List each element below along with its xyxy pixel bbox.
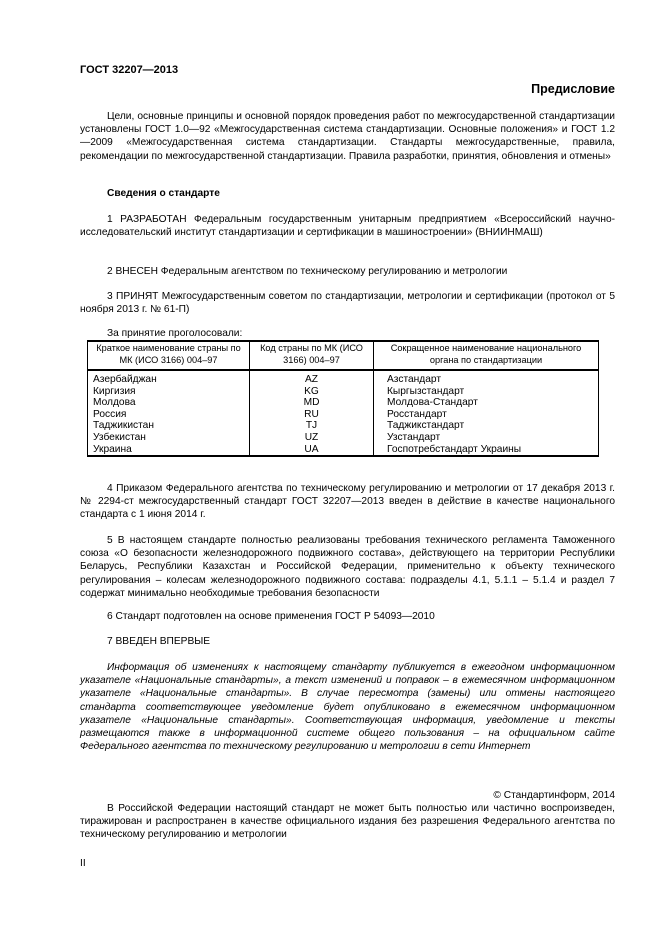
row-code: RU <box>250 409 374 421</box>
row-agency: Молдова-Стандарт <box>374 397 599 409</box>
item-first: 7 ВВЕДЕН ВПЕРВЫЕ <box>107 636 211 647</box>
item-regulation: 5 В настоящем стандарте полностью реализованы требования технического регламента Таможенного союза «О безопасности железнодорожного подвижного состава», действующего на территории Республики Беларусь, Республики Казахстан и Российской Федерации, применительно к объекту технического регулирования – колесам железнодорожного подвижного состава: подразделы 4.1, 5.1.1 – 5.1.4 и раздел 7 содержат минимально необходимые требования безопасности <box>80 535 615 599</box>
page-title: Предисловие <box>531 82 615 96</box>
item-order: 4 Приказом Федерального агентства по техническому регулированию и метрологии от 17 декабря 2013 г. № 2294-ст межгосударственный стандарт ГОСТ 32207—2013 введен в действие в качестве национального стандарта с 1 июня 2014 г. <box>80 483 615 521</box>
table-row <box>88 420 599 432</box>
copyright: © Стандартинформ, 2014 <box>493 790 615 801</box>
standard-code: ГОСТ 32207—2013 <box>80 64 179 76</box>
table-row <box>88 397 599 409</box>
table-row <box>88 444 599 457</box>
row-code: KG <box>250 386 374 398</box>
row-country: Украина <box>88 444 250 457</box>
item-introduced: 2 ВНЕСЕН Федеральным агентством по техническому регулированию и метрологии <box>107 266 508 277</box>
row-agency: Узстандарт <box>374 432 599 444</box>
vote-caption: За принятие проголосовали: <box>107 328 243 339</box>
table-row <box>88 432 599 444</box>
table-row <box>88 386 599 398</box>
row-country: Таджикистан <box>88 420 250 432</box>
reproduction-restriction: В Российской Федерации настоящий стандарт не может быть полностью или частично воспроизведен, тиражирован и распространен в качестве официального издания без разрешения Федерального агентства по техническому регулированию и метрологии <box>80 803 615 841</box>
row-agency: Азстандарт <box>374 370 599 386</box>
row-agency: Таджикстандарт <box>374 420 599 432</box>
row-country: Азербайджан <box>88 370 250 386</box>
row-agency: Кыргызстандарт <box>374 386 599 398</box>
row-agency: Росстандарт <box>374 409 599 421</box>
page-number: II <box>80 858 86 869</box>
row-country: Киргизия <box>88 386 250 398</box>
row-country: Россия <box>88 409 250 421</box>
row-code: UA <box>250 444 374 457</box>
row-country: Узбекистан <box>88 432 250 444</box>
amendments-notice: Информация об изменениях к настоящему стандарту публикуется в ежегодном информационном указателе «Национальные стандарты», а текст изменений и поправок – в ежемесячном информационном указателе «Национальные стандарты». В случае пересмотра (замены) или отмены настоящего стандарта соответствующее уведомление будет опубликовано в ежемесячном информационном указателе «Национальные стандарты». Соответствующая информация, уведомление и тексты размещаются также в информационной системе общего пользования – на официальном сайте Федерального агентства по техническому регулированию и метрологии в сети Интернет <box>80 662 615 753</box>
vote-table <box>87 340 599 457</box>
row-code: TJ <box>250 420 374 432</box>
item-developed: 1 РАЗРАБОТАН Федеральным государственным унитарным предприятием «Всероссийский научно-исследовательский институт стандартизации и сертификации в машиностроении» (ВНИИНМАШ) <box>80 214 615 239</box>
row-code: AZ <box>250 370 374 386</box>
info-heading: Сведения о стандарте <box>107 188 220 199</box>
table-header-row <box>88 341 599 370</box>
item-adopted: 3 ПРИНЯТ Межгосударственным советом по стандартизации, метрологии и сертификации (протокол от 5 ноября 2013 г. № 61-П) <box>80 291 615 316</box>
table-row <box>88 370 599 386</box>
header-code: Код страны по МК (ИСО 3166) 004–97 <box>250 341 374 370</box>
intro-paragraph: Цели, основные принципы и основной порядок проведения работ по межгосударственной стандартизации установлены ГОСТ 1.0—92 «Межгосударственная система стандартизации. Основные положения» и ГОСТ 1.2—2009 «Межгосударственная система стандартизации. Стандарты межгосударственные, правила, рекомендации по межгосударственной стандартизации. Правила разработки, принятия, обновления и отмены» <box>80 111 615 162</box>
table-row <box>88 409 599 421</box>
item-basis: 6 Стандарт подготовлен на основе применения ГОСТ Р 54093—2010 <box>107 611 435 622</box>
header-country: Краткое наименование страны по МК (ИСО 3166) 004–97 <box>88 341 250 370</box>
row-code: MD <box>250 397 374 409</box>
row-code: UZ <box>250 432 374 444</box>
row-agency: Госпотребстандарт Украины <box>374 444 599 457</box>
header-agency: Сокращенное наименование национального органа по стандартизации <box>374 341 599 370</box>
row-country: Молдова <box>88 397 250 409</box>
